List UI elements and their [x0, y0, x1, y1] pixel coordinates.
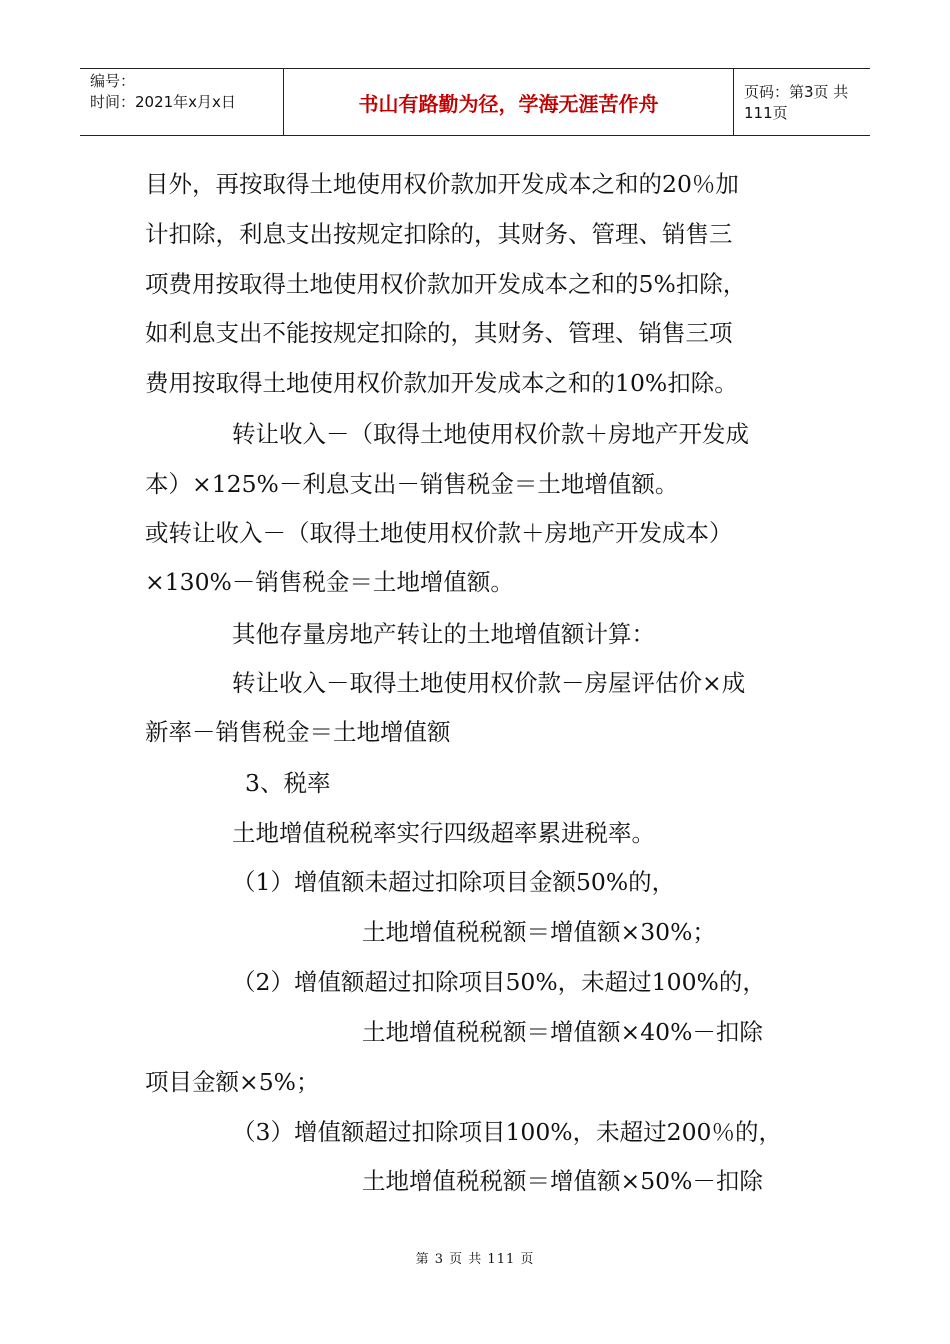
formula-line: 土地增值税税额＝增值额×30%；	[362, 918, 716, 946]
body-line: 转让收入－取得土地使用权价款－房屋评估价×成	[232, 669, 746, 697]
body-line: 土地增值税税率实行四级超率累进税率。	[232, 819, 655, 847]
header-motto: 书山有路勤为径，学海无涯苦作舟	[283, 69, 734, 135]
formula-line: 土地增值税税额＝增值额×50%－扣除	[362, 1167, 763, 1195]
body-line: 本）×125%－利息支出－销售税金＝土地增值额。	[145, 470, 679, 498]
body-line: 转让收入－（取得土地使用权价款＋房地产开发成	[232, 420, 749, 448]
body-line: 项目金额×5%；	[145, 1068, 320, 1096]
header-meta	[80, 69, 283, 135]
body-line: 目外，再按取得土地使用权价款加开发成本之和的20％加	[145, 170, 739, 198]
formula-line: 土地增值税税额＝增值额×40%－扣除	[362, 1018, 763, 1046]
body-line: 计扣除，利息支出按规定扣除的，其财务、管理、销售三	[145, 220, 733, 248]
body-line: 费用按取得土地使用权价款加开发成本之和的10%扣除。	[145, 369, 738, 397]
body-line: 其他存量房地产转让的土地增值额计算：	[232, 620, 655, 648]
list-item: （2）增值额超过扣除项目50%，未超过100%的，	[232, 968, 766, 996]
document-date: 时间：2021年x月x日	[90, 93, 236, 111]
list-item: （1）增值额未超过扣除项目金额50%的，	[232, 868, 676, 896]
body-line: 项费用按取得土地使用权价款加开发成本之和的5%扣除，	[145, 270, 747, 298]
section-heading: 3、税率	[245, 769, 331, 797]
body-line: 或转让收入－（取得土地使用权价款＋房地产开发成本）	[145, 519, 733, 547]
document-number-label: 编号：	[90, 72, 136, 90]
body-line: 新率－销售税金＝土地增值额	[145, 718, 451, 746]
header-page-info: 页码：第3页 共111页	[744, 83, 849, 122]
page-header	[80, 68, 870, 136]
list-item: （3）增值额超过扣除项目100%，未超过200％的，	[232, 1118, 782, 1146]
body-line: 如利息支出不能按规定扣除的，其财务、管理、销售三项	[145, 319, 733, 347]
page-footer: 第 3 页 共 111 页	[415, 1252, 535, 1267]
body-line: ×130%－销售税金＝土地增值额。	[145, 568, 514, 596]
